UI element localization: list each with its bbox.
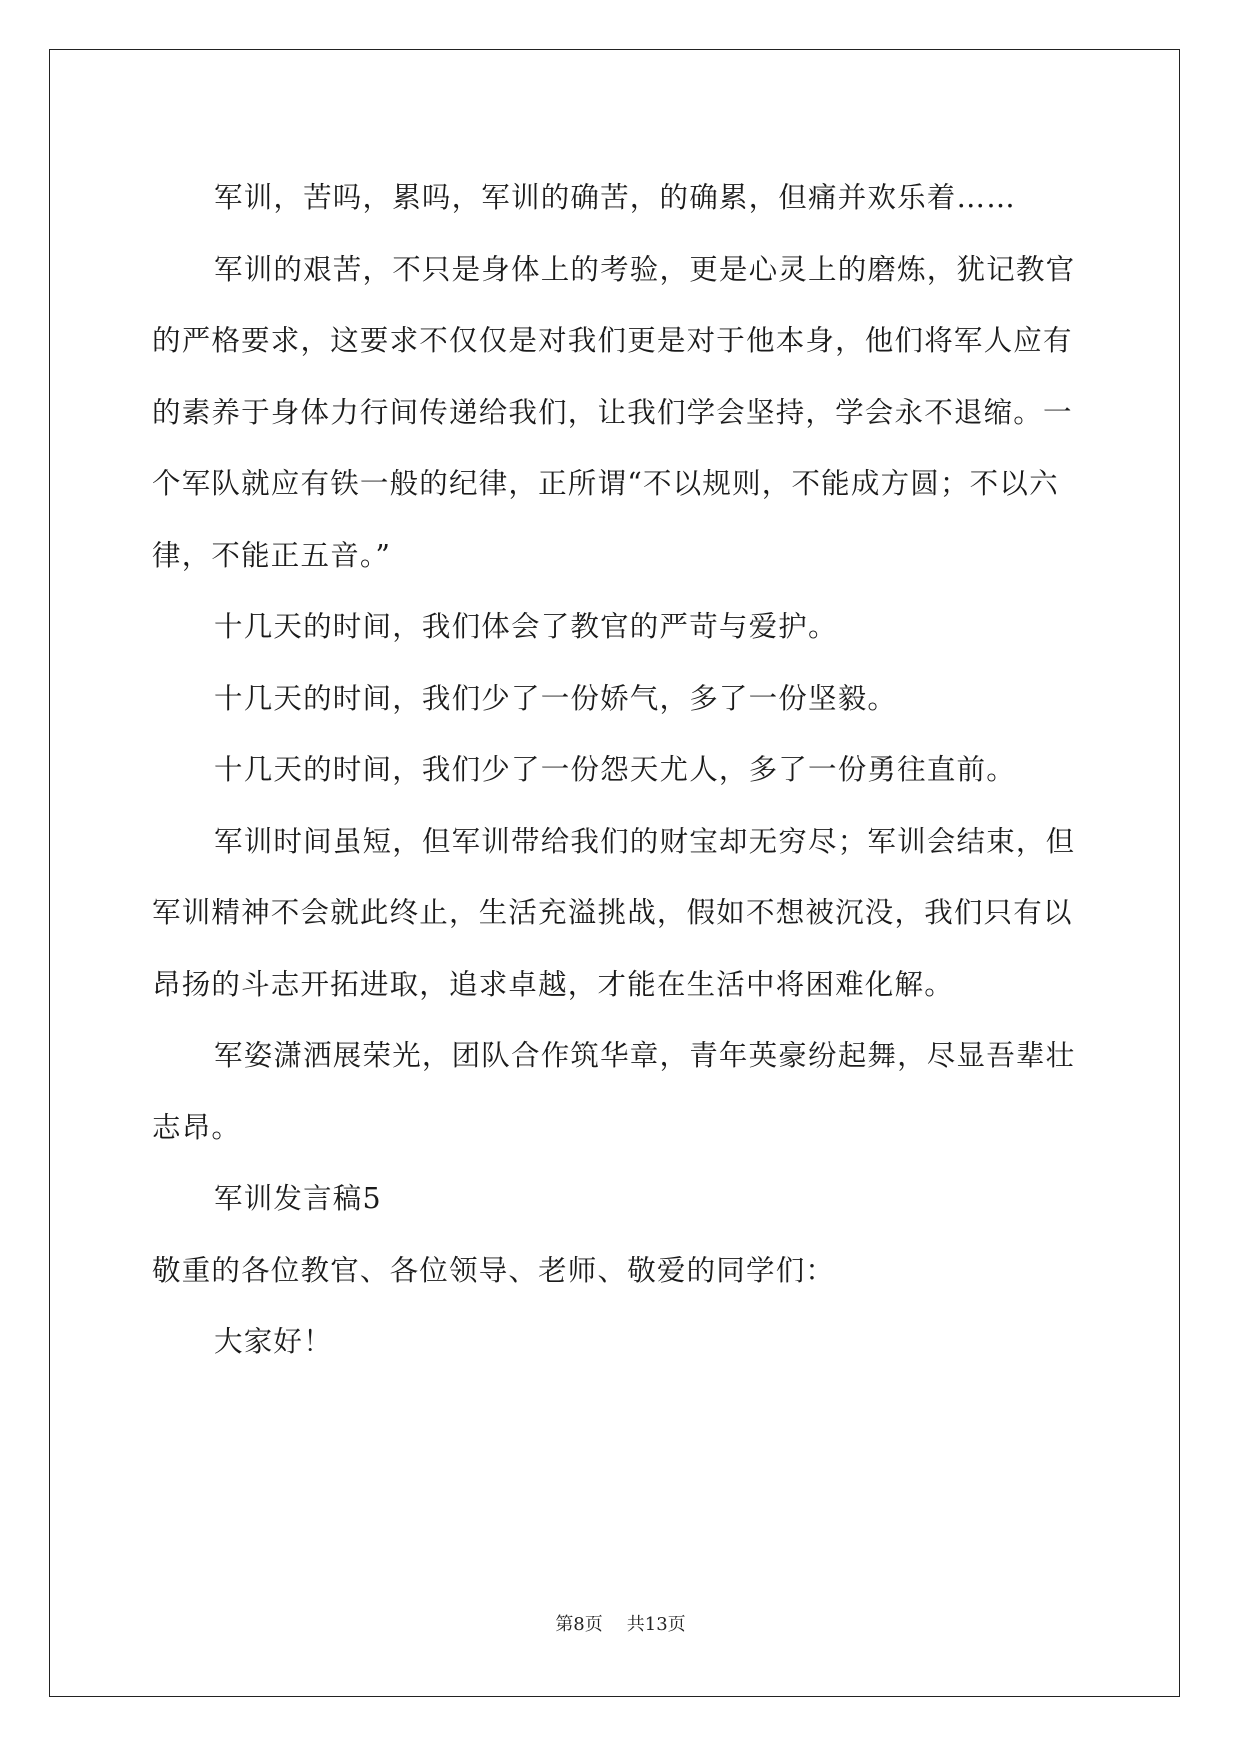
page-footer — [0, 1610, 1241, 1636]
greeting: 大家好！ — [214, 1325, 333, 1358]
paragraph: 十几天的时间，我们体会了教官的严苛与爱护。 — [214, 610, 838, 643]
paragraph: 军训时间虽短，但军训带给我们的财宝却无穷尽；军训会结束，但军训精神不会就此终止，生活充溢挑战，假如不想被沉没，我们只有以昂扬的斗志开拓进取，追求卓越，才能在生活中将困难化解。 — [152, 824, 1076, 1001]
paragraph: 军训，苦吗，累吗，军训的确苦，的确累，但痛并欢乐着…… — [214, 181, 1016, 214]
page-number: 第8页 — [555, 1614, 603, 1635]
page-total: 共13页 — [626, 1614, 686, 1635]
document-body — [152, 162, 1087, 1378]
section-heading: 军训发言稿5 — [214, 1182, 382, 1215]
salutation: 敬重的各位教官、各位领导、老师、敬爱的同学们： — [152, 1253, 836, 1287]
paragraph: 十几天的时间，我们少了一份怨天尤人，多了一份勇往直前。 — [214, 753, 1016, 786]
paragraph: 军训的艰苦，不只是身体上的考验，更是心灵上的磨炼，犹记教官的严格要求，这要求不仅仅是对我们更是对于他本身，他们将军人应有的素养于身体力行间传递给我们，让我们学会坚持，学会永不退缩。一个军队就应有铁一般的纪律，正所谓“不以规则，不能成方圆；不以六律，不能正五音。” — [152, 252, 1076, 572]
paragraph: 十几天的时间，我们少了一份娇气，多了一份坚毅。 — [214, 681, 898, 715]
paragraph: 军姿潇洒展荣光，团队合作筑华章，青年英豪纷起舞，尽显吾辈壮志昂。 — [152, 1039, 1076, 1144]
